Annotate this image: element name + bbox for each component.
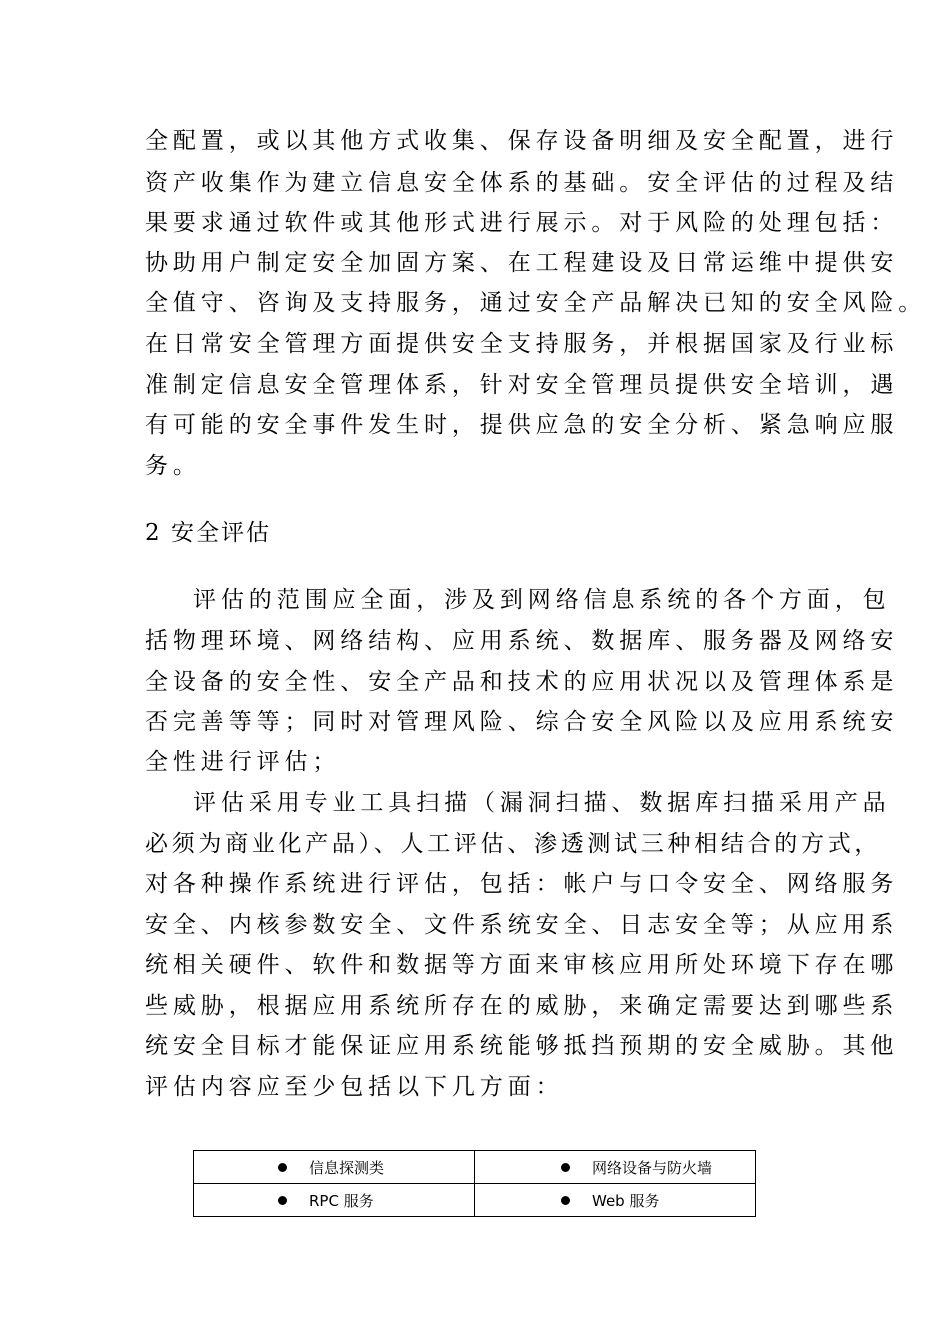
table-row [194,1151,756,1184]
section-heading: 2 安全评估 [145,520,271,546]
paragraph-line: 统相关硬件、软件和数据等方面来审核应用所处环境下存在哪 [145,952,899,978]
paragraph-line: 果要求通过软件或其他形式进行展示。对于风险的处理包括： [145,210,899,236]
paragraph-line: 括物理环境、网络结构、应用系统、数据库、服务器及网络安 [145,628,899,654]
paragraph-line: 在日常安全管理方面提供安全支持服务，并根据国家及行业标 [145,331,899,357]
paragraph-line: 安全、内核参数安全、文件系统安全、日志安全等；从应用系 [145,912,899,938]
table-cell [475,1184,756,1217]
paragraph-line: 对各种操作系统进行评估，包括：帐户与口令安全、网络服务 [145,871,899,897]
table-cell-text: RPC 服务 [309,1191,374,1210]
bullet-icon [278,1196,287,1205]
table-row [194,1184,756,1217]
paragraph-line: 评估采用专业工具扫描（漏洞扫描、数据库扫描采用产品 [193,790,891,816]
paragraph-line: 全值守、咨询及支持服务，通过安全产品解决已知的安全风险。 [145,290,927,316]
paragraph-line: 否完善等等；同时对管理风险、综合安全风险以及应用系统安 [145,709,899,735]
paragraph-line: 全配置，或以其他方式收集、保存设备明细及安全配置，进行 [145,128,899,154]
paragraph-line: 评估的范围应全面，涉及到网络信息系统的各个方面，包 [193,587,891,613]
table-cell-text: 网络设备与防火墙 [592,1158,713,1177]
paragraph-line: 有可能的安全事件发生时，提供应急的安全分析、紧急响应服 [145,412,899,438]
table-cell [194,1184,475,1217]
paragraph-line: 些威胁，根据应用系统所存在的威胁，来确定需要达到哪些系 [145,993,899,1019]
paragraph-line: 资产收集作为建立信息安全体系的基础。安全评估的过程及结 [145,170,899,196]
table-cell [194,1151,475,1184]
paragraph-line: 必须为商业化产品）、人工评估、渗透测试三种相结合的方式， [145,831,882,857]
paragraph-line: 协助用户制定安全加固方案、在工程建设及日常运维中提供安 [145,250,899,276]
table-cell-text: Web 服务 [592,1191,660,1210]
paragraph-line: 务。 [145,453,201,479]
table-cell-text: 信息探测类 [309,1158,385,1177]
paragraph-line: 准制定信息安全管理体系，针对安全管理员提供安全培训，遇 [145,372,899,398]
paragraph-line: 统安全目标才能保证应用系统能够抵挡预期的安全威胁。其他 [145,1033,899,1059]
paragraph-line: 评估内容应至少包括以下几方面： [145,1074,564,1100]
assessment-items-table [193,1150,756,1217]
bullet-icon [278,1163,287,1172]
table-cell [475,1151,756,1184]
paragraph-line: 全性进行评估； [145,749,341,775]
bullet-icon [561,1196,570,1205]
bullet-icon [561,1163,570,1172]
paragraph-line: 全设备的安全性、安全产品和技术的应用状况以及管理体系是 [145,669,899,695]
